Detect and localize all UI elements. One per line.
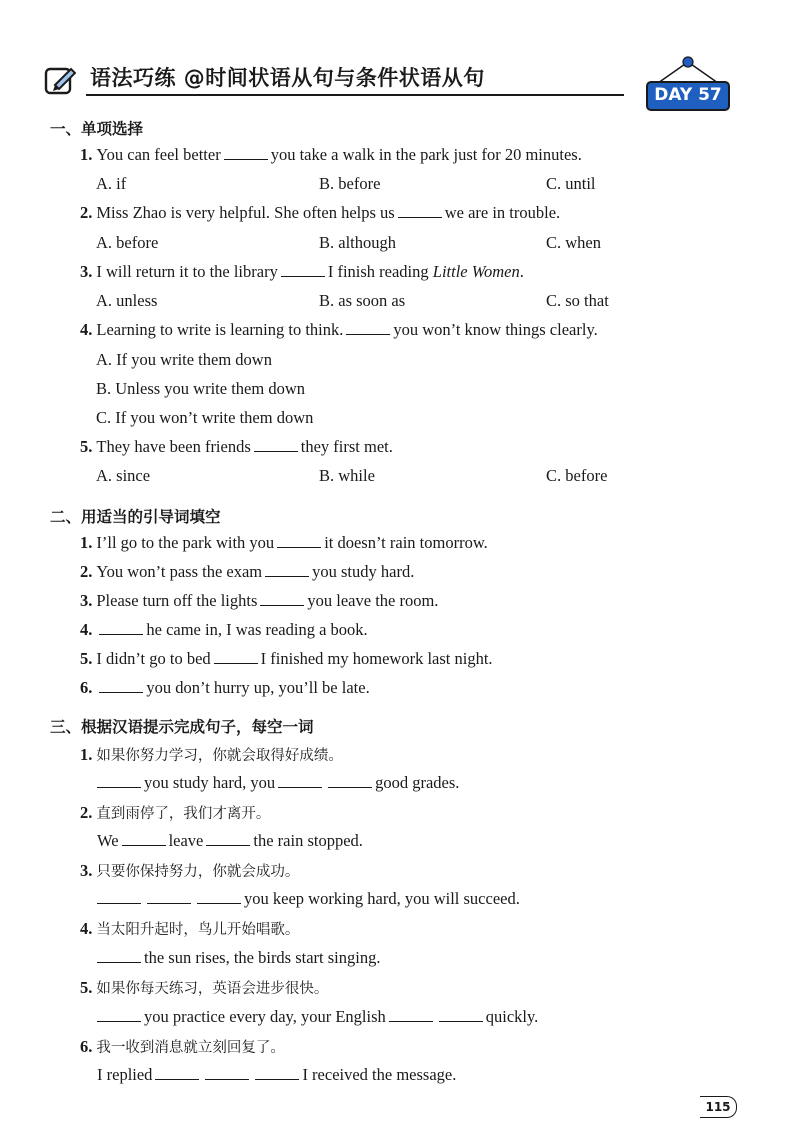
- option-b[interactable]: B. although: [319, 233, 396, 252]
- question-number: 4.: [80, 320, 93, 339]
- question-text: we are in trouble.: [444, 203, 561, 222]
- question-2-4: [80, 620, 368, 640]
- option-b[interactable]: B. as soon as: [319, 291, 406, 310]
- sentence-text: We: [97, 831, 119, 850]
- question-number: 5.: [80, 437, 93, 456]
- title-rule: [86, 94, 624, 96]
- answer-blank[interactable]: [155, 1065, 199, 1080]
- question-number: 3.: [80, 861, 93, 880]
- question-3-4-prompt: [80, 918, 299, 939]
- question-3-3-prompt: [80, 860, 299, 881]
- sentence-text: the sun rises, the birds start singing.: [144, 948, 381, 967]
- question-number: 1.: [80, 145, 93, 164]
- question-1-4: [80, 320, 598, 340]
- question-text: you don’t hurry up, you’ll be late.: [146, 678, 370, 697]
- question-number: 5.: [80, 649, 93, 668]
- question-number: 6.: [80, 1037, 93, 1056]
- page-title: 语法巧练 @时间状语从句与条件状语从句: [90, 66, 485, 90]
- question-number: 2.: [80, 203, 93, 222]
- question-number: 3.: [80, 591, 93, 610]
- answer-blank[interactable]: [260, 591, 304, 606]
- question-1-5: [80, 437, 393, 457]
- question-number: 6.: [80, 678, 93, 697]
- answer-blank[interactable]: [122, 831, 166, 846]
- answer-blank[interactable]: [389, 1007, 433, 1022]
- question-text: Please turn off the lights: [96, 591, 258, 610]
- option-b[interactable]: B. before: [319, 174, 381, 193]
- chinese-prompt: 当太阳升起时，鸟儿开始唱歌。: [96, 922, 300, 938]
- question-text: I’ll go to the park with you: [96, 533, 275, 552]
- question-3-2-answer: [97, 831, 363, 851]
- answer-blank[interactable]: [398, 203, 442, 218]
- sentence-text: the rain stopped.: [253, 831, 363, 850]
- option-c[interactable]: C. until: [546, 174, 596, 193]
- question-text: I didn’t go to bed: [96, 649, 211, 668]
- question-number: 1.: [80, 745, 93, 764]
- question-2-3: [80, 591, 438, 611]
- question-3-1-prompt: [80, 744, 343, 765]
- question-1-3: [80, 262, 524, 282]
- sentence-text: you practice every day, your English: [144, 1007, 386, 1026]
- sentence-text: I received the message.: [302, 1065, 457, 1084]
- answer-blank[interactable]: [224, 145, 268, 160]
- sentence-text: quickly.: [485, 1007, 539, 1026]
- question-text: I finished my homework last night.: [260, 649, 493, 668]
- answer-blank[interactable]: [205, 1065, 249, 1080]
- day-label: DAY 57: [654, 85, 722, 105]
- answer-blank[interactable]: [206, 831, 250, 846]
- question-number: 4.: [80, 620, 93, 639]
- question-3-5-prompt: [80, 977, 328, 998]
- book-title: Little Women: [432, 262, 520, 281]
- option-a[interactable]: A. unless: [96, 291, 158, 310]
- question-3-6-answer: [97, 1065, 456, 1085]
- page-number: 115: [700, 1096, 737, 1118]
- option-b[interactable]: B. Unless you write them down: [96, 379, 305, 398]
- question-text: they first met.: [300, 437, 393, 456]
- option-a[interactable]: A. before: [96, 233, 159, 252]
- question-number: 3.: [80, 262, 93, 281]
- answer-blank[interactable]: [328, 773, 372, 788]
- question-number: 2.: [80, 803, 93, 822]
- sentence-text: you study hard, you: [144, 773, 276, 792]
- question-2-5: [80, 649, 493, 669]
- chinese-prompt: 我一收到消息就立刻回复了。: [96, 1040, 285, 1056]
- answer-blank[interactable]: [97, 1007, 141, 1022]
- answer-blank[interactable]: [147, 889, 191, 904]
- answer-blank[interactable]: [97, 889, 141, 904]
- question-3-6-prompt: [80, 1036, 285, 1057]
- option-a[interactable]: A. since: [96, 466, 151, 485]
- question-3-4-answer: [97, 948, 380, 968]
- sentence-text: I replied: [97, 1065, 153, 1084]
- answer-blank[interactable]: [265, 562, 309, 577]
- answer-blank[interactable]: [281, 262, 325, 277]
- answer-blank[interactable]: [277, 533, 321, 548]
- question-number: 2.: [80, 562, 93, 581]
- question-1-2: [80, 203, 560, 223]
- chinese-prompt: 只要你保持努力，你就会成功。: [96, 864, 300, 880]
- question-text: I will return it to the library: [96, 262, 278, 281]
- sentence-text: you keep working hard, you will succeed.: [244, 889, 520, 908]
- chinese-prompt: 如果你努力学习，你就会取得好成绩。: [96, 748, 343, 764]
- question-text: You won’t pass the exam: [96, 562, 263, 581]
- question-text: you study hard.: [312, 562, 415, 581]
- question-number: 4.: [80, 919, 93, 938]
- question-2-6: [80, 678, 370, 698]
- question-1-1: [80, 145, 582, 165]
- section-heading-3: 三、根据汉语提示完成句子，每空一词: [50, 718, 314, 736]
- option-a[interactable]: A. if: [96, 174, 127, 193]
- answer-blank[interactable]: [97, 948, 141, 963]
- question-text: he came in, I was reading a book.: [146, 620, 368, 639]
- answer-blank[interactable]: [255, 1065, 299, 1080]
- option-b[interactable]: B. while: [319, 466, 375, 485]
- question-3-3-answer: [97, 889, 520, 909]
- pencil-note-icon: [44, 64, 76, 96]
- section-heading-2: 二、用适当的引导词填空: [50, 508, 221, 526]
- question-text: You can feel better: [96, 145, 221, 164]
- answer-blank[interactable]: [254, 437, 298, 452]
- answer-blank[interactable]: [97, 773, 141, 788]
- chinese-prompt: 直到雨停了，我们才离开。: [96, 806, 271, 822]
- question-text: it doesn’t rain tomorrow.: [324, 533, 488, 552]
- question-text: you leave the room.: [307, 591, 439, 610]
- option-c[interactable]: C. before: [546, 466, 608, 485]
- question-text: I finish reading: [327, 262, 429, 281]
- sentence-text: leave: [168, 831, 204, 850]
- answer-blank[interactable]: [214, 649, 258, 664]
- question-3-2-prompt: [80, 802, 270, 823]
- question-2-2: [80, 562, 414, 582]
- question-text: you take a walk in the park just for 20 minutes.: [270, 145, 582, 164]
- answer-blank[interactable]: [197, 889, 241, 904]
- option-a[interactable]: A. If you write them down: [96, 350, 272, 369]
- question-text: you won’t know things clearly.: [393, 320, 598, 339]
- option-c[interactable]: C. when: [546, 233, 601, 252]
- question-2-1: [80, 533, 488, 553]
- sentence-text: good grades.: [375, 773, 460, 792]
- question-text: Learning to write is learning to think.: [96, 320, 344, 339]
- answer-blank[interactable]: [99, 678, 143, 693]
- option-c[interactable]: C. If you won’t write them down: [96, 408, 314, 427]
- option-c[interactable]: C. so that: [546, 291, 609, 310]
- question-number: 5.: [80, 978, 93, 997]
- question-number: 1.: [80, 533, 93, 552]
- answer-blank[interactable]: [439, 1007, 483, 1022]
- day-badge: [644, 55, 732, 115]
- answer-blank[interactable]: [278, 773, 322, 788]
- question-text: Miss Zhao is very helpful. She often helps us: [96, 203, 395, 222]
- answer-blank[interactable]: [346, 320, 390, 335]
- section-heading-1: 一、单项选择: [50, 120, 144, 138]
- question-3-5-answer: [97, 1007, 538, 1027]
- answer-blank[interactable]: [99, 620, 143, 635]
- question-text: .: [519, 262, 524, 281]
- question-text: They have been friends: [96, 437, 251, 456]
- chinese-prompt: 如果你每天练习，英语会进步很快。: [96, 981, 329, 997]
- question-3-1-answer: [97, 773, 459, 793]
